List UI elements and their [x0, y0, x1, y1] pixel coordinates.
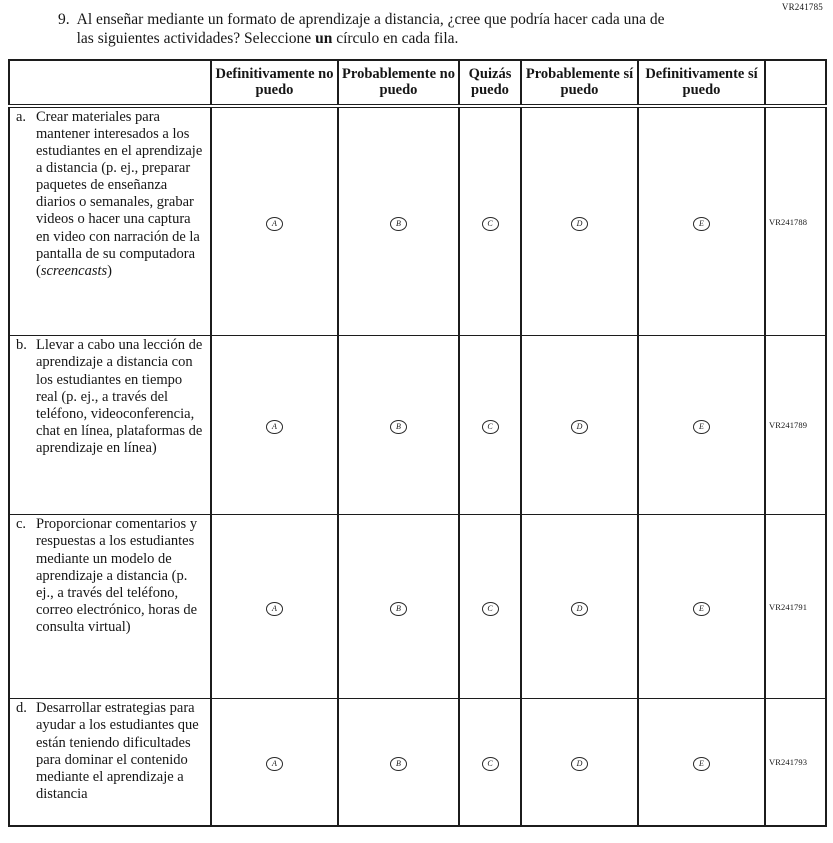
answer-bubble-e[interactable]: E — [693, 217, 710, 231]
row-b-text — [36, 337, 207, 457]
answer-bubble-a[interactable]: A — [266, 217, 283, 231]
row-b-letter: b. — [16, 337, 27, 354]
answer-bubble-c[interactable]: C — [482, 602, 499, 616]
header-cell-empty — [9, 60, 211, 106]
table-row — [9, 699, 826, 826]
question-block — [58, 11, 825, 49]
header-definitivamente-si-puedo: Definitivamente sí puedo — [638, 60, 765, 106]
row-b-code: VR241789 — [765, 336, 826, 515]
row-d-option-cell-d — [521, 699, 638, 826]
header-code-empty — [765, 60, 826, 106]
table-row — [9, 106, 826, 336]
row-c-option-cell-e — [638, 515, 765, 699]
answer-bubble-d[interactable]: D — [571, 602, 588, 616]
answer-bubble-d[interactable]: D — [571, 217, 588, 231]
row-d-text-main: Desarrollar estrategias para ayudar a los estudiantes que están teniendo dificultades para dominar el contenido mediante el aprendizaje a distancia — [36, 700, 199, 802]
header-quizas-puedo: Quizás puedo — [459, 60, 521, 106]
row-b-option-cell-d — [521, 336, 638, 515]
question-text-bold: un — [315, 29, 333, 47]
row-a-text-suffix: ) — [107, 262, 112, 279]
table-row — [9, 336, 826, 515]
row-d-code: VR241793 — [765, 699, 826, 826]
question-table — [8, 59, 827, 827]
row-b-text-main: Llevar a cabo una lección de aprendizaje a distancia con los estudiantes en tiempo real (p. ej., a través del teléfono, videoconferencia, chat en línea, plataformas de aprendizaje en línea) — [36, 337, 203, 456]
answer-bubble-c[interactable]: C — [482, 757, 499, 771]
header-probablemente-si-puedo: Probablemente sí puedo — [521, 60, 638, 106]
question-number: 9. — [58, 11, 70, 28]
row-a-letter: a. — [16, 108, 27, 125]
row-d-text — [36, 700, 207, 803]
question-text — [77, 11, 677, 49]
answer-bubble-c[interactable]: C — [482, 420, 499, 434]
row-a-text — [36, 109, 207, 280]
answer-bubble-b[interactable]: B — [390, 420, 407, 434]
row-c-option-cell-a — [211, 515, 338, 699]
header-probablemente-no-puedo: Probablemente no puedo — [338, 60, 459, 106]
table-header — [9, 60, 826, 106]
question-text-part1: Al enseñar mediante un formato de aprendizaje a distancia, ¿cree que podría hacer cada una de las siguientes actividades? Seleccione — [76, 11, 665, 47]
row-c-text-main: Proporcionar comentarios y respuestas a los estudiantes mediante un modelo de aprendizaje a distancia (p. ej., a través del teléfono, correo electrónico, horas de consulta virtual) — [36, 516, 198, 635]
row-d-option-cell-b — [338, 699, 459, 826]
header-definitivamente-no-puedo: Definitivamente no puedo — [211, 60, 338, 106]
question-text-part2: círculo en cada fila. — [332, 29, 459, 47]
row-a-text-italic: screencasts — [40, 262, 108, 279]
answer-bubble-d[interactable]: D — [571, 420, 588, 434]
answer-bubble-b[interactable]: B — [390, 757, 407, 771]
answer-bubble-e[interactable]: E — [693, 757, 710, 771]
answer-bubble-a[interactable]: A — [266, 757, 283, 771]
row-c-letter: c. — [16, 516, 27, 533]
row-a-text-main: Crear materiales para mantener interesados a los estudiantes en el aprendizaje a distancia (p. ej., preparar paquetes de enseñanza diarios o semanales, grabar videos o hacer una captura en video con narración de la pantalla de su computadora ( — [36, 108, 203, 279]
row-c-option-cell-d — [521, 515, 638, 699]
row-a-option-cell-e — [638, 106, 765, 336]
row-a-option-cell-a — [211, 106, 338, 336]
answer-bubble-b[interactable]: B — [390, 602, 407, 616]
row-a-option-cell-b — [338, 106, 459, 336]
row-c-code: VR241791 — [765, 515, 826, 699]
row-c-stem — [9, 515, 211, 699]
row-c-option-cell-b — [338, 515, 459, 699]
row-b-stem — [9, 336, 211, 515]
row-a-option-cell-c — [459, 106, 521, 336]
row-a-option-cell-d — [521, 106, 638, 336]
answer-bubble-e[interactable]: E — [693, 420, 710, 434]
row-c-option-cell-c — [459, 515, 521, 699]
answer-bubble-e[interactable]: E — [693, 602, 710, 616]
row-b-option-cell-c — [459, 336, 521, 515]
answer-bubble-b[interactable]: B — [390, 217, 407, 231]
answer-bubble-a[interactable]: A — [266, 420, 283, 434]
row-d-letter: d. — [16, 700, 27, 717]
row-c-text — [36, 516, 207, 636]
row-a-stem — [9, 106, 211, 336]
row-d-stem — [9, 699, 211, 826]
answer-bubble-c[interactable]: C — [482, 217, 499, 231]
row-b-option-cell-e — [638, 336, 765, 515]
row-b-option-cell-b — [338, 336, 459, 515]
answer-bubble-d[interactable]: D — [571, 757, 588, 771]
row-d-option-cell-c — [459, 699, 521, 826]
answer-bubble-a[interactable]: A — [266, 602, 283, 616]
page-code: VR241785 — [781, 2, 823, 12]
table-row — [9, 515, 826, 699]
row-b-option-cell-a — [211, 336, 338, 515]
row-d-option-cell-a — [211, 699, 338, 826]
row-a-code: VR241788 — [765, 106, 826, 336]
row-d-option-cell-e — [638, 699, 765, 826]
